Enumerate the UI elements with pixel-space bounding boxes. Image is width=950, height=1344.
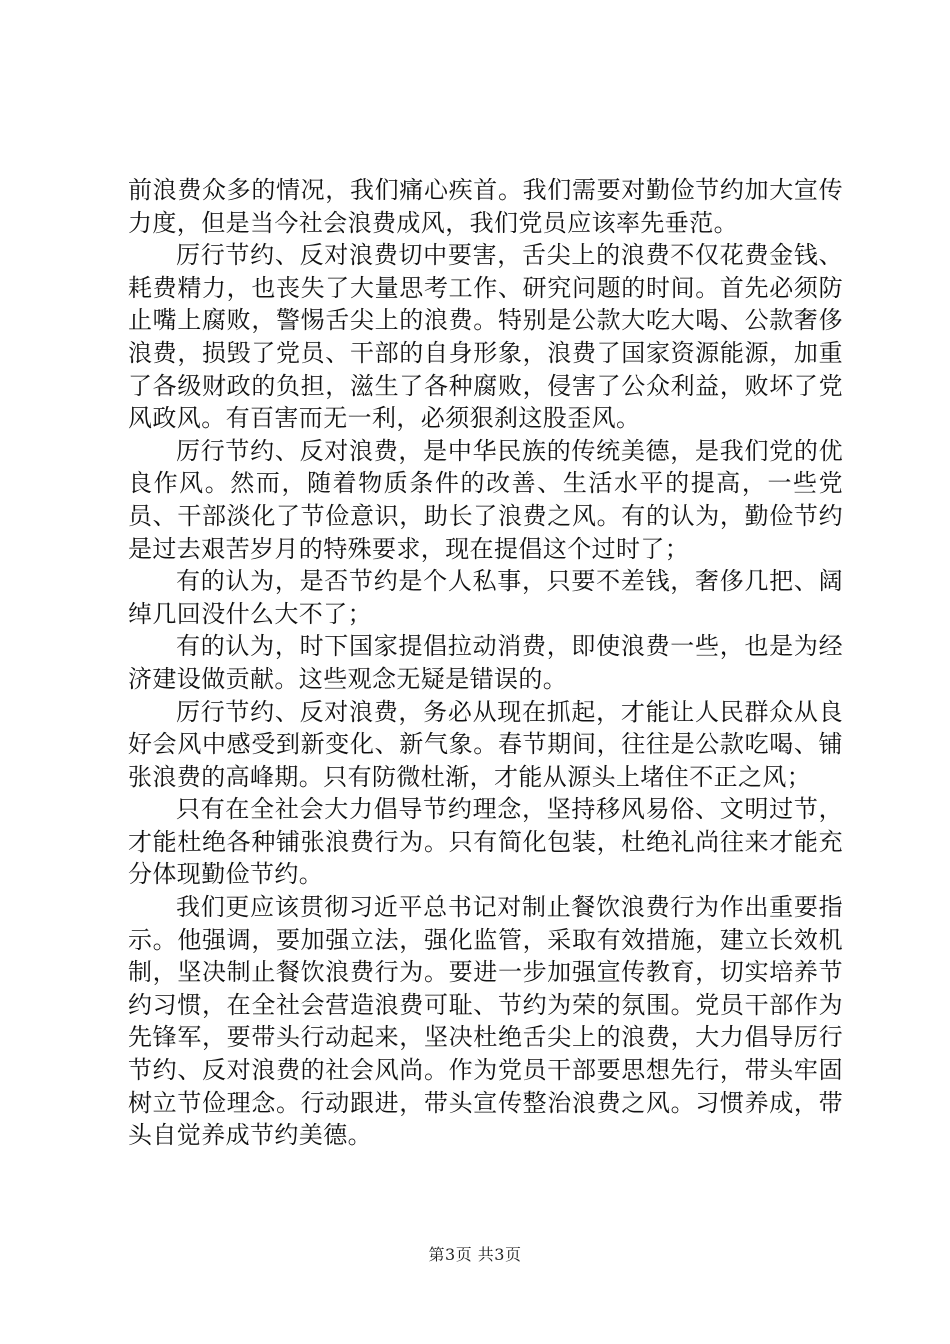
paragraph: 只有在全社会大力倡导节约理念，坚持移风易俗、文明过节，才能杜绝各种铺张浪费行为。只有简化包装，杜绝礼尚往来才能充分体现勤俭节约。 bbox=[128, 795, 843, 889]
document-body bbox=[128, 174, 843, 1152]
paragraph: 厉行节约、反对浪费切中要害，舌尖上的浪费不仅花费金钱、耗费精力，也丧失了大量思考工作、研究问题的时间。首先必须防止嘴上腐败，警惕舌尖上的浪费。特别是公款大吃大喝、公款奢侈浪费，损毁了党员、干部的自身形象，浪费了国家资源能源，加重了各级财政的负担，滋生了各种腐败，侵害了公众利益，败坏了党风政风。有百害而无一利，必须狠刹这股歪风。 bbox=[128, 241, 843, 433]
paragraph-continued: 前浪费众多的情况，我们痛心疾首。我们需要对勤俭节约加大宣传力度，但是当今社会浪费成风，我们党员应该率先垂范。 bbox=[128, 176, 843, 237]
page-number-footer: 第3页 共3页 bbox=[428, 1245, 522, 1264]
paragraph: 我们更应该贯彻习近平总书记对制止餐饮浪费行为作出重要指示。他强调，要加强立法，强化监管，采取有效措施，建立长效机制，坚决制止餐饮浪费行为。要进一步加强宣传教育，切实培养节约习惯，在全社会营造浪费可耻、节约为荣的氛围。党员干部作为先锋军，要带头行动起来，坚决杜绝舌尖上的浪费，大力倡导厉行节约、反对浪费的社会风尚。作为党员干部要思想先行，带头牢固树立节俭理念。行动跟进，带头宣传整治浪费之风。习惯养成，带头自觉养成节约美德。 bbox=[128, 893, 843, 1150]
paragraph: 有的认为，是否节约是个人私事，只要不差钱，奢侈几把、阔绰几回没什么大不了； bbox=[128, 567, 843, 628]
paragraph: 有的认为，时下国家提倡拉动消费，即使浪费一些，也是为经济建设做贡献。这些观念无疑是错误的。 bbox=[128, 632, 843, 693]
paragraph: 厉行节约、反对浪费，是中华民族的传统美德，是我们党的优良作风。然而，随着物质条件的改善、生活水平的提高，一些党员、干部淡化了节俭意识，助长了浪费之风。有的认为，勤俭节约是过去艰苦岁月的特殊要求，现在提倡这个过时了； bbox=[128, 436, 843, 563]
paragraph: 厉行节约、反对浪费，务必从现在抓起，才能让人民群众从良好会风中感受到新变化、新气象。春节期间，往往是公款吃喝、铺张浪费的高峰期。只有防微杜渐，才能从源头上堵住不正之风； bbox=[128, 697, 843, 791]
